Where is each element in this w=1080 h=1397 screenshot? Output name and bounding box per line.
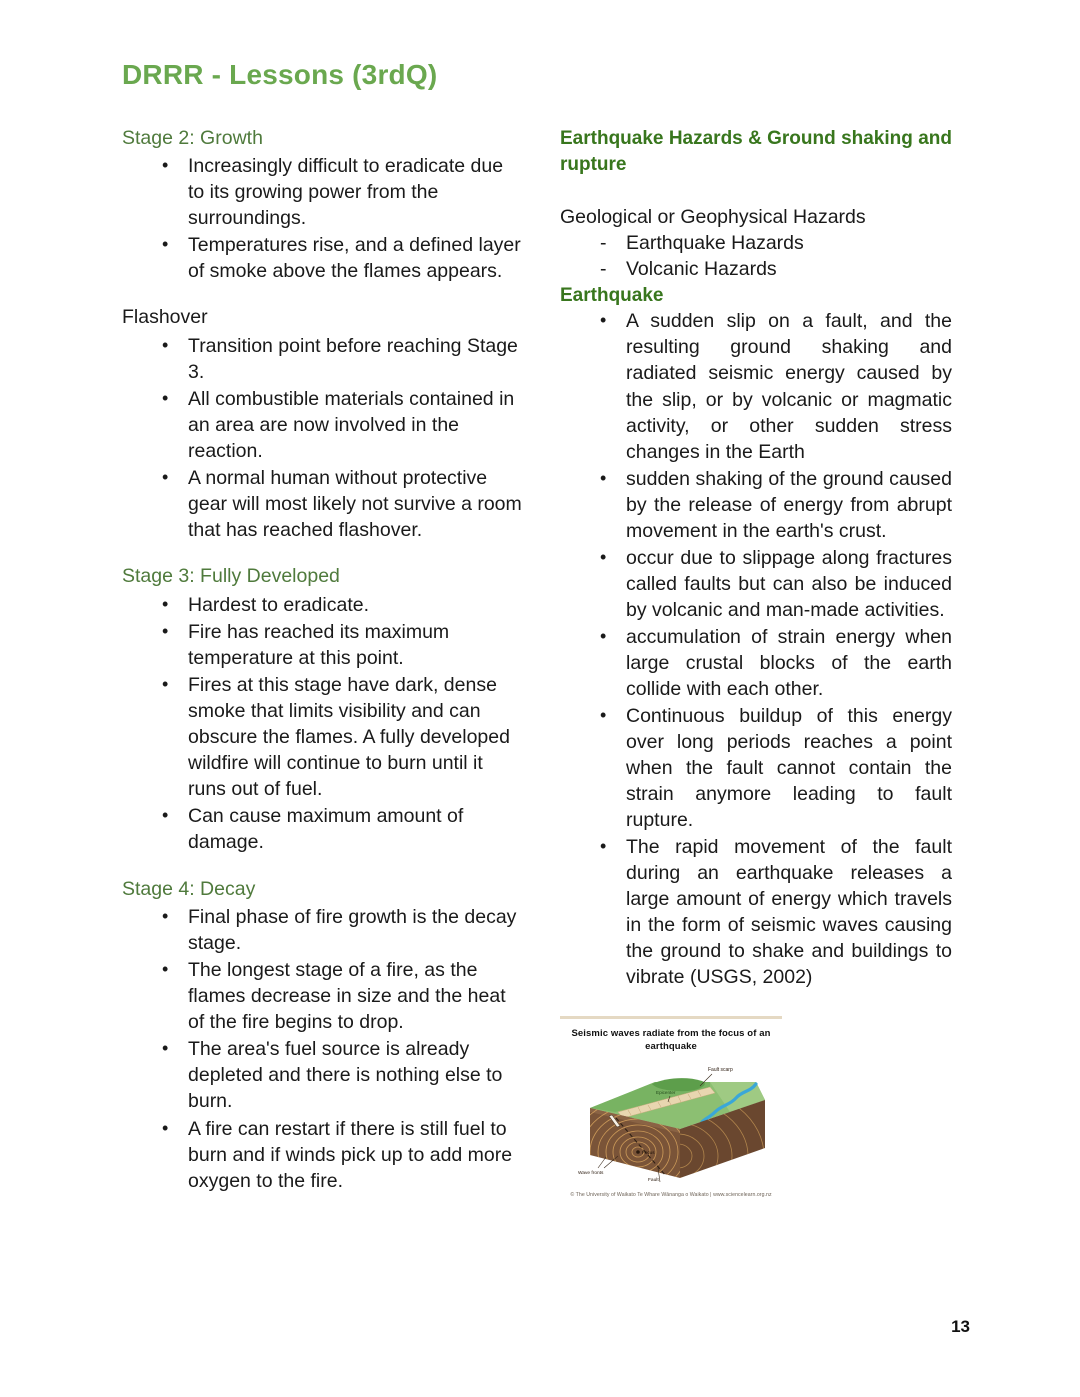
list-item: • Increasingly difficult to eradicate due to its growing power from the surroundings.	[122, 153, 522, 231]
list-item: • accumulation of strain energy when large crustal blocks of the earth collide with each other.	[560, 624, 952, 702]
figure-seismic-waves	[560, 1016, 782, 1198]
list-item: • Temperatures rise, and a defined layer of smoke above the flames appears.	[122, 232, 522, 284]
heading-flashover: Flashover	[122, 306, 208, 329]
spacer	[122, 285, 522, 305]
spacer	[122, 544, 522, 564]
heading-stage-2: Stage 2: Growth	[122, 126, 263, 149]
label-wave-fronts: Wave fronts	[578, 1170, 604, 1176]
figure-title: Seismic waves radiate from the focus of an earthquake	[571, 1028, 771, 1052]
figure-credit: © The University of Waikato Te Whare Wānanga o Waikato | www.sciencelearn.org.nz	[570, 1191, 772, 1198]
figure-illustration	[560, 1060, 782, 1182]
heading-stage-3: Stage 3: Fully Developed	[122, 565, 340, 588]
heading-stage-4: Stage 4: Decay	[122, 877, 256, 900]
list-item: • All combustible materials contained in an area are now involved in the reaction.	[122, 386, 522, 464]
list-item: - Volcanic Hazards	[560, 256, 952, 282]
list-item: • sudden shaking of the ground caused by the release of energy from abrupt movement in the earth's crust.	[560, 466, 952, 544]
list-item: • The rapid movement of the fault during an earthquake releases a large amount of energy which travels in the form of seismic waves causing the ground to shake and buildings to vibrate (USGS, 2002)	[560, 834, 952, 990]
list-item: • occur due to slippage along fractures called faults but can also be induced by volcanic and man-made activities.	[560, 545, 952, 623]
right-column	[560, 126, 952, 1198]
list-item: • Fires at this stage have dark, dense smoke that limits visibility and can obscure the flames. A fully developed wildfire will continue to burn until it runs out of fuel.	[122, 672, 522, 802]
list-stage-2	[122, 153, 522, 284]
list-item: • The longest stage of a fire, as the flames decrease in size and the heat of the fire begins to drop.	[122, 957, 522, 1035]
figure-divider	[560, 1016, 782, 1019]
list-earthquake-facts	[560, 308, 952, 990]
list-stage-3	[122, 592, 522, 855]
label-fault-scarp: Fault scarp	[708, 1066, 733, 1073]
spacer	[560, 180, 952, 204]
list-item: • A fire can restart if there is still fuel to burn and if winds pick up to add more oxygen to the fire.	[122, 1116, 522, 1194]
left-column	[122, 126, 522, 1195]
list-item: • The area's fuel source is already depleted and there is nothing else to burn.	[122, 1036, 522, 1114]
list-item: • Transition point before reaching Stage 3.	[122, 333, 522, 385]
page-number: 13	[951, 1317, 970, 1336]
list-item: • Continuous buildup of this energy over long periods reaches a point when the fault cannot contain the strain anymore leading to fault rupture.	[560, 703, 952, 833]
list-item: • Fire has reached its maximum temperature at this point.	[122, 619, 522, 671]
heading-earthquake: Earthquake	[560, 284, 664, 306]
page-title: DRRR - Lessons (3rdQ)	[122, 59, 438, 90]
list-item: • Can cause maximum amount of damage.	[122, 803, 522, 855]
heading-earthquake-hazards: Earthquake Hazards & Ground shaking and rupture	[560, 127, 952, 175]
spacer	[122, 857, 522, 877]
earthquake-block-diagram-icon	[560, 1060, 782, 1182]
two-column-body	[122, 126, 970, 1198]
label-focus: Focus	[642, 1149, 655, 1155]
list-item: • A normal human without protective gear will most likely not survive a room that has reached flashover.	[122, 465, 522, 543]
list-item: • Hardest to eradicate.	[122, 592, 522, 618]
label-epicenter: Epicenter	[656, 1089, 676, 1095]
list-hazard-types	[560, 230, 952, 283]
text-geological-hazards: Geological or Geophysical Hazards	[560, 206, 866, 229]
list-item: - Earthquake Hazards	[560, 230, 952, 256]
list-stage-4	[122, 904, 522, 1193]
list-item: • A sudden slip on a fault, and the resulting ground shaking and radiated seismic energy caused by the slip, or by volcanic or magmatic activity, or other sudden stress changes in the Earth	[560, 308, 952, 464]
list-flashover	[122, 333, 522, 543]
list-item: • Final phase of fire growth is the decay stage.	[122, 904, 522, 956]
label-fault: Fault	[648, 1177, 659, 1182]
